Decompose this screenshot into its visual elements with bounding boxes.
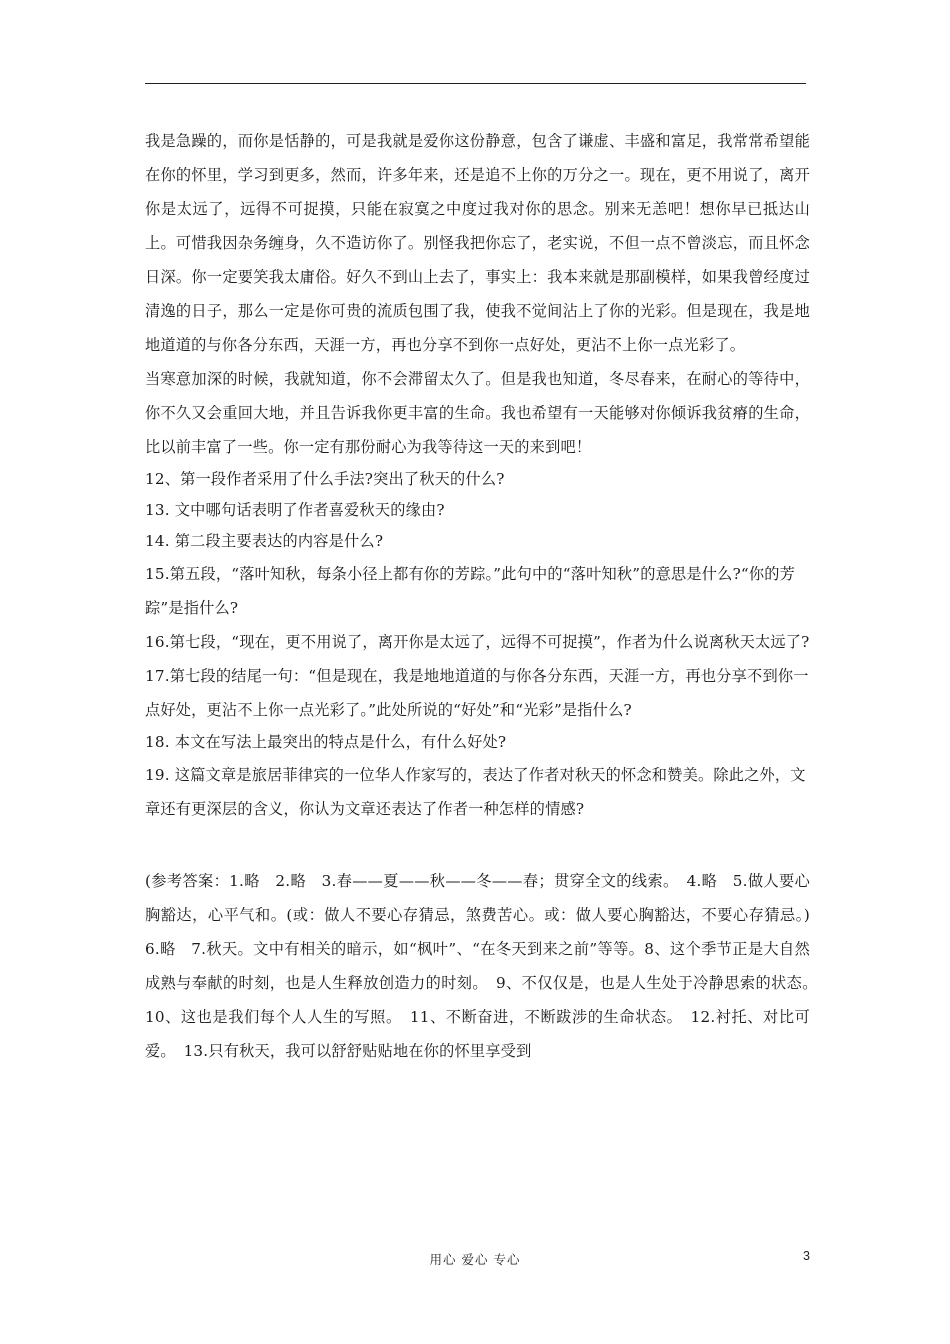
paragraph-1: 我是急躁的，而你是恬静的，可是我就是爱你这份静意，包含了谦虚、丰盛和富足，我常常希望能在你的怀里，学习到更多，然而，许多年来，还是追不上你的万分之一。现在，更不用说了，离开你是太远了，远得不可捉摸，只能在寂寞之中度过我对你的思念。别来无恙吧！想你早已抵达山上。可惜我因杂务缠身，久不造访你了。别怪我把你忘了，老实说，不但一点不曾淡忘，而且怀念日深。你一定要笑我太庸俗。好久不到山上去了，事实上：我本来就是那副模样，如果我曾经度过清逸的日子，那么一定是你可贵的流质包围了我，使我不觉间沾上了你的光彩。但是现在，我是地地道道的与你各分东西，天涯一方，再也分享不到你一点好处，更沾不上你一点光彩了。 <box>145 132 810 354</box>
question-19: 19. 这篇文章是旅居菲律宾的一位华人作家写的，表达了作者对秋天的怀念和赞美。除此之外，文章还有更深层的含义，你认为文章还表达了作者一种怎样的情感? <box>145 766 806 818</box>
section-gap <box>145 826 810 864</box>
question-14: 14. 第二段主要表达的内容是什么? <box>145 532 384 550</box>
question-12: 12、第一段作者采用了什么手法?突出了秋天的什么? <box>145 470 505 488</box>
question-16: 16.第七段，“现在，更不用说了，离开你是太远了，远得不可捉摸”，作者为什么说离秋天太远了? <box>145 633 810 651</box>
question-17: 17.第七段的结尾一句：“但是现在，我是地地道道的与你各分东西，天涯一方，再也分享不到你一点好处，更沾不上你一点光彩了。”此处所说的“好处”和“光彩”是指什么? <box>145 667 809 719</box>
page-number: 3 <box>803 1249 810 1263</box>
footer-slogan: 用心 爱心 专心 <box>429 1252 521 1267</box>
question-13: 13. 文中哪句话表明了作者喜爱秋天的缘由? <box>145 501 445 519</box>
reference-answers: (参考答案：1.略 2.略 3.春——夏——秋——冬——春；贯穿全文的线索。 4.略 5.做人要心胸豁达，心平气和。(或：做人不要心存猜忌，煞费苦心。或：做人要心胸豁达，不要心存猜忌。) 6.略 7.秋天。文中有相关的暗示，如“枫叶”、“在冬天到来之前”等等。8、这个季节正是大自然成熟与奉献的时刻，也是人生释放创造力的时刻。 9、不仅仅是，也是人生处于冷静思索的状态。 10、这也是我们每个人人生的写照。 11、不断奋进，不断跋涉的生命状态。 12.衬托、对比可爱。 13.只有秋天，我可以舒舒贴贴地在你的怀里享受到 <box>145 872 826 1060</box>
paragraph-2: 当寒意加深的时候，我就知道，你不会滞留太久了。但是我也知道，冬尽春来，在耐心的等待中，你不久又会重回大地，并且告诉我你更丰富的生命。我也希望有一天能够对你倾诉我贫瘠的生命，比以前丰富了一些。你一定有那份耐心为我等待这一天的来到吧！ <box>145 370 810 456</box>
question-15: 15.第五段，“落叶知秋，每条小径上都有你的芳踪。”此句中的“落叶知秋”的意思是什么?“你的芳踪”是指什么? <box>145 565 796 617</box>
question-18: 18. 本文在写法上最突出的特点是什么，有什么好处? <box>145 733 507 751</box>
header-rule <box>145 83 806 84</box>
document-body <box>145 124 826 1068</box>
